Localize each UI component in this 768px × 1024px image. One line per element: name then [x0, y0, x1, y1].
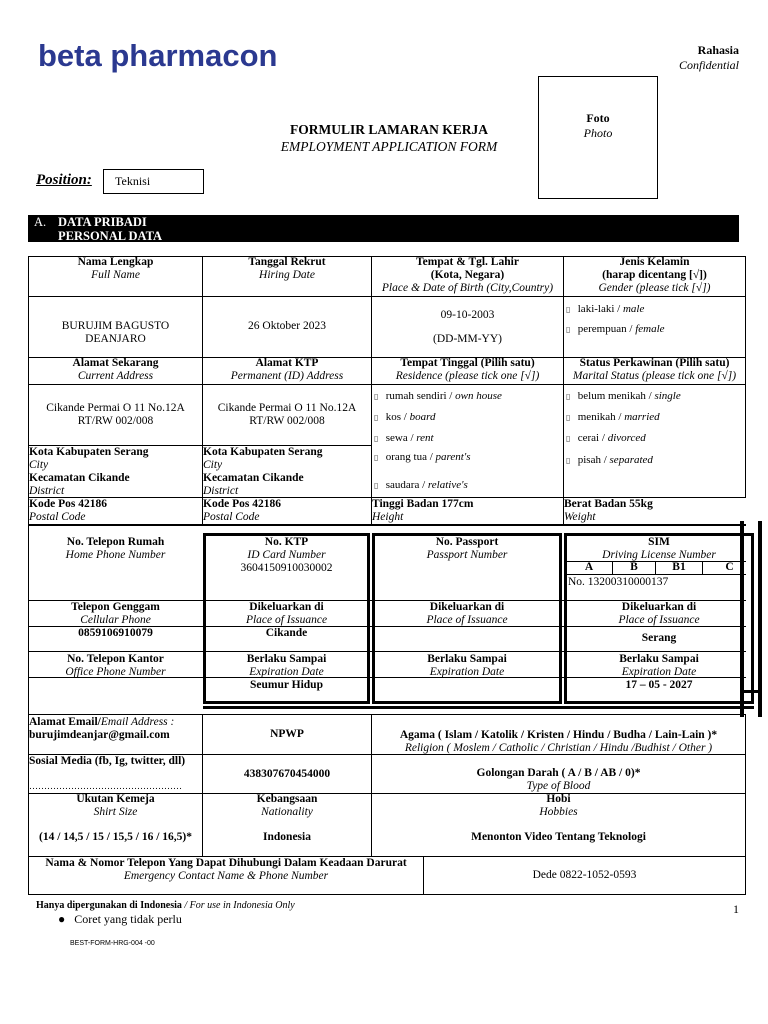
passport-expiry-label: Berlaku Sampai [427, 653, 507, 665]
checkbox-icon: ▯ [374, 413, 379, 422]
gender-option-male-en: male [622, 303, 645, 315]
position-field[interactable]: Teknisi [103, 169, 204, 194]
birth-label-2: (Kota, Negara) [430, 269, 505, 281]
blood-type-label: Golongan Darah ( A / B / AB / 0)* [476, 767, 641, 779]
npwp-label: NPWP [270, 728, 304, 740]
sim-header [564, 536, 754, 562]
ktp-address-sublabel: Permanent (ID) Address [230, 370, 344, 382]
marital-married-id: menikah / [577, 411, 622, 423]
form-code: BEST-FORM-HRG-004 -00 [70, 940, 155, 947]
ktp-issue-value[interactable]: Cikande [265, 627, 308, 639]
sim-issue-sublabel: Place of Issuance [618, 614, 700, 626]
footer-bullet-text: Coret yang tidak perlu [74, 912, 182, 926]
marital-label: Status Perkawinan (Pilih satu) [579, 357, 730, 369]
form-title-id: FORMULIR LAMARAN KERJA [290, 122, 488, 137]
hiring-date-header [203, 256, 371, 282]
ktp-city-sublabel: City [203, 459, 223, 471]
full-name-line2: DEANJARO [85, 333, 146, 345]
passport-issue-header [372, 601, 562, 627]
sim-class-b[interactable]: B [630, 561, 638, 573]
hiring-date-label: Tanggal Rekrut [248, 256, 326, 268]
footer-bullet [58, 912, 182, 927]
gender-option-female[interactable] [566, 323, 665, 336]
confidential-label-en: Confidential [679, 58, 739, 72]
residence-board-id: kos / [385, 411, 407, 423]
residence-relatives-id: saudara / [385, 479, 426, 491]
marital-divorced-en: divorced [607, 432, 646, 444]
shirt-size-label: Ukutan Kemeja [76, 793, 155, 805]
photo-box [538, 76, 658, 199]
nationality-header [203, 793, 371, 819]
residence-board-en: board [409, 411, 436, 423]
ktp-issue-sublabel: Place of Issuance [245, 614, 328, 626]
checkbox-icon: ▯ [566, 456, 571, 465]
confidential-label-id: Rahasia [697, 43, 739, 57]
ktp-district-value: Kecamatan Cikande [203, 472, 304, 484]
sim-issue-header [564, 601, 754, 627]
marital-header [564, 357, 745, 383]
hobby-header [372, 793, 745, 819]
sim-expiry-value[interactable]: 17 – 05 - 2027 [625, 679, 693, 691]
marital-option-divorced[interactable] [566, 432, 646, 445]
residence-option-board[interactable] [374, 411, 435, 424]
footer-note-en: / For use in Indonesia Only [184, 900, 295, 911]
current-postal-value: Kode Pos 42186 [29, 498, 107, 510]
current-address-label: Alamat Sekarang [72, 357, 159, 369]
photo-label-id: Foto [586, 111, 610, 125]
marital-married-en: married [624, 411, 660, 423]
email-sublabel: Email Address : [100, 716, 175, 728]
current-district-value: Kecamatan Cikande [29, 472, 130, 484]
cellphone-label: Telepon Genggam [71, 601, 160, 613]
residence-option-own[interactable] [374, 390, 502, 403]
ktp-postal-sublabel: Postal Code [203, 511, 260, 523]
footer-note-id: Hanya dipergunakan di Indonesia [36, 900, 182, 911]
gender-label: Jenis Kelamin [619, 256, 690, 268]
residence-sublabel: Residence (please tick one [√]) [395, 370, 540, 382]
ktp-postal[interactable] [203, 498, 371, 524]
ktp-city[interactable] [203, 446, 371, 472]
emergency-contact-sublabel: Emergency Contact Name & Phone Number [123, 870, 329, 882]
ktp-number-value[interactable]: 3604150910030002 [240, 562, 333, 574]
office-phone-header [29, 653, 202, 679]
page-number: 1 [733, 902, 739, 916]
shirt-size-header [29, 793, 202, 819]
height-value: Tinggi Badan 177cm [372, 498, 474, 510]
ktp-number-sublabel: ID Card Number [247, 549, 326, 561]
email-value: burujimdeanjar@gmail.com [29, 729, 170, 741]
office-phone-label: No. Telepon Kantor [67, 653, 164, 665]
sim-label: SIM [648, 536, 670, 548]
passport-label: No. Passport [435, 536, 499, 548]
gender-option-male[interactable] [566, 303, 644, 316]
marital-sublabel: Marital Status (please tick one [√]) [572, 370, 737, 382]
sim-class-a[interactable]: A [584, 561, 594, 573]
current-address-header [29, 357, 202, 383]
shirt-size-sublabel: Shirt Size [93, 806, 138, 818]
home-phone-header [29, 536, 202, 562]
bullet-icon: ● [58, 912, 66, 926]
email-field[interactable] [29, 716, 202, 742]
section-title [58, 215, 162, 243]
section-title-id: DATA PRIBADI [58, 215, 147, 229]
footer-note [36, 900, 295, 911]
cellphone-sublabel: Cellular Phone [80, 614, 151, 626]
emergency-contact-header [29, 857, 423, 883]
sim-number-value[interactable]: No. 13200310000137 [568, 576, 669, 588]
current-postal-sublabel: Postal Code [29, 511, 86, 523]
residence-option-rent[interactable] [374, 432, 434, 445]
gender-sublabel: Gender (please tick [√]) [598, 282, 711, 294]
gender-label-2: (harap dicentang [√]) [602, 269, 707, 281]
passport-issue-sublabel: Place of Issuance [426, 614, 508, 626]
passport-expiry-header [372, 653, 562, 679]
emergency-contact-label: Nama & Nomor Telepon Yang Dapat Dihubungi Dalam Keadaan Darurat [45, 857, 407, 869]
cellphone-value[interactable]: 0859106910079 [78, 627, 153, 639]
ktp-address-header [203, 357, 371, 383]
ktp-expiry-sublabel: Expiration Date [249, 666, 324, 678]
office-phone-sublabel: Office Phone Number [65, 666, 166, 678]
sim-expiry-sublabel: Expiration Date [621, 666, 697, 678]
sim-expiry-label: Berlaku Sampai [619, 653, 699, 665]
sim-sublabel: Driving License Number [602, 549, 716, 561]
ktp-issue-label: Dikeluarkan di [249, 601, 324, 613]
birth-date-format: (DD-MM-YY) [433, 333, 502, 345]
marital-separated-en: separated [609, 454, 653, 466]
current-district[interactable] [29, 472, 202, 498]
social-media-dots: …………………………………………… [29, 781, 182, 791]
marital-option-single[interactable] [566, 390, 681, 403]
home-phone-label: No. Telepon Rumah [66, 536, 165, 548]
gender-option-female-en: female [635, 323, 665, 335]
birth-date-value[interactable]: 09-10-2003 [440, 309, 495, 321]
marital-divorced-id: cerai / [577, 432, 605, 444]
current-city[interactable] [29, 446, 202, 472]
residence-option-parents[interactable] [374, 451, 471, 464]
ktp-address-line2: RT/RW 002/008 [249, 415, 325, 427]
passport-sublabel: Passport Number [426, 549, 508, 561]
ktp-expiry-value[interactable]: Seumur Hidup [250, 679, 323, 691]
position-label: Position: [36, 172, 92, 188]
residence-label: Tempat Tinggal (Pilih satu) [400, 357, 535, 369]
birth-label: Tempat & Tgl. Lahir [416, 256, 519, 268]
ktp-issue-header [203, 601, 370, 627]
photo-label-en: Photo [583, 126, 613, 140]
blood-type-field[interactable] [372, 767, 745, 793]
residence-relatives-en: relative's [427, 479, 468, 491]
gender-option-male-id: laki-laki / [577, 303, 621, 315]
full-name-header [29, 256, 202, 282]
full-name-value[interactable] [29, 320, 202, 346]
current-district-sublabel: District [29, 485, 65, 497]
gender-option-female-id: perempuan / [577, 323, 633, 335]
passport-expiry-sublabel: Expiration Date [429, 666, 505, 678]
form-title-en: EMPLOYMENT APPLICATION FORM [280, 139, 498, 154]
residence-parents-en: parent's [435, 451, 471, 463]
height-sublabel: Height [372, 511, 404, 523]
current-address-line1: Cikande Permai O 11 No.12A [46, 402, 185, 414]
hobby-value[interactable]: Menonton Video Tentang Teknologi [471, 831, 646, 843]
height-field[interactable] [372, 498, 563, 524]
ktp-address-label: Alamat KTP [255, 357, 319, 369]
passport-header [372, 536, 562, 562]
residence-rent-en: rent [416, 432, 434, 444]
ktp-postal-value: Kode Pos 42186 [203, 498, 281, 510]
hiring-date-sublabel: Hiring Date [259, 269, 315, 281]
current-postal[interactable] [29, 498, 202, 524]
residence-parents-id: orang tua / [385, 451, 433, 463]
checkbox-icon: ▯ [566, 434, 571, 443]
nationality-label: Kebangsaan [256, 793, 318, 805]
emergency-contact-value[interactable]: Dede 0822-1052-0593 [532, 869, 637, 881]
residence-rent-id: sewa / [385, 432, 414, 444]
checkbox-icon: ▯ [566, 325, 571, 334]
checkbox-icon: ▯ [374, 453, 379, 462]
full-name-line1: BURUJIM BAGUSTO [61, 320, 170, 332]
company-logo-text: beta pharmacon [38, 38, 278, 73]
current-address-value[interactable] [29, 402, 202, 428]
religion-field[interactable] [372, 729, 745, 755]
gender-header [564, 256, 745, 295]
section-letter: A. [34, 215, 47, 229]
marital-separated-id: pisah / [577, 454, 607, 466]
blood-type-sublabel: Type of Blood [526, 780, 591, 792]
ktp-district[interactable] [203, 472, 371, 498]
full-name-label: Nama Lengkap [77, 256, 154, 268]
checkbox-icon: ▯ [374, 434, 379, 443]
social-media-label: Sosial Media (fb, Ig, twitter, dll) [29, 755, 186, 767]
ktp-city-value: Kota Kabupaten Serang [203, 446, 323, 458]
home-phone-sublabel: Home Phone Number [65, 549, 166, 561]
sim-class-c[interactable]: C [725, 561, 734, 573]
sim-issue-value[interactable]: Serang [641, 632, 677, 644]
current-address-sublabel: Current Address [77, 370, 154, 382]
passport-issue-label: Dikeluarkan di [429, 601, 505, 613]
checkbox-icon: ▯ [566, 305, 571, 314]
ktp-number-label: No. KTP [264, 536, 309, 548]
ktp-expiry-header [203, 653, 370, 692]
hobby-sublabel: Hobbies [539, 806, 578, 818]
checkbox-icon: ▯ [566, 413, 571, 422]
sim-class-b1[interactable]: B1 [672, 561, 686, 573]
social-media-field[interactable] [29, 755, 202, 793]
residence-header [372, 357, 563, 383]
shirt-size-value[interactable]: (14 / 14,5 / 15 / 15,5 / 16 / 16,5)* [38, 831, 192, 843]
weight-field[interactable] [564, 498, 745, 524]
current-city-sublabel: City [29, 459, 49, 471]
checkbox-icon: ▯ [374, 481, 379, 490]
residence-own-en: own house [455, 390, 502, 402]
marital-single-id: belum menikah / [577, 390, 652, 402]
weight-sublabel: Weight [564, 511, 596, 523]
sim-expiry-header [564, 653, 754, 692]
nationality-value[interactable]: Indonesia [263, 831, 311, 843]
npwp-value[interactable]: 438307670454000 [243, 768, 331, 780]
birth-header [372, 256, 563, 295]
ktp-address-line1: Cikande Permai O 11 No.12A [217, 402, 357, 414]
nationality-sublabel: Nationality [261, 806, 313, 818]
full-name-sublabel: Full Name [91, 269, 140, 281]
cellphone-header [29, 601, 202, 627]
weight-value: Berat Badan 55kg [564, 498, 653, 510]
sim-issue-label: Dikeluarkan di [621, 601, 697, 613]
residence-option-relatives[interactable] [374, 479, 468, 492]
current-city-value: Kota Kabupaten Serang [29, 446, 149, 458]
religion-sublabel: Religion ( Moslem / Catholic / Christian / Hindu /Budhist / Other ) [404, 742, 713, 754]
current-address-line2: RT/RW 002/008 [77, 415, 154, 427]
checkbox-icon: ▯ [374, 392, 379, 401]
ktp-expiry-label: Berlaku Sampai [246, 653, 327, 665]
hiring-date-value[interactable]: 26 Oktober 2023 [248, 320, 326, 332]
hobby-label: Hobi [546, 793, 571, 805]
section-title-en: PERSONAL DATA [58, 229, 163, 243]
birth-sublabel: Place & Date of Birth (City,Country) [381, 282, 554, 294]
marital-single-en: single [654, 390, 681, 402]
section-a-header [28, 215, 739, 242]
ktp-district-sublabel: District [203, 485, 239, 497]
ktp-number-header [203, 536, 370, 575]
religion-label: Agama ( Islam / Katolik / Kristen / Hindu / Budha / Lain-Lain )* [399, 729, 718, 741]
email-label: Alamat Email/ [29, 716, 101, 728]
residence-own-id: rumah sendiri / [385, 390, 453, 402]
ktp-address-value[interactable] [203, 402, 371, 428]
checkbox-icon: ▯ [566, 392, 571, 401]
marital-option-married[interactable] [566, 411, 660, 424]
marital-option-separated[interactable] [566, 454, 653, 467]
